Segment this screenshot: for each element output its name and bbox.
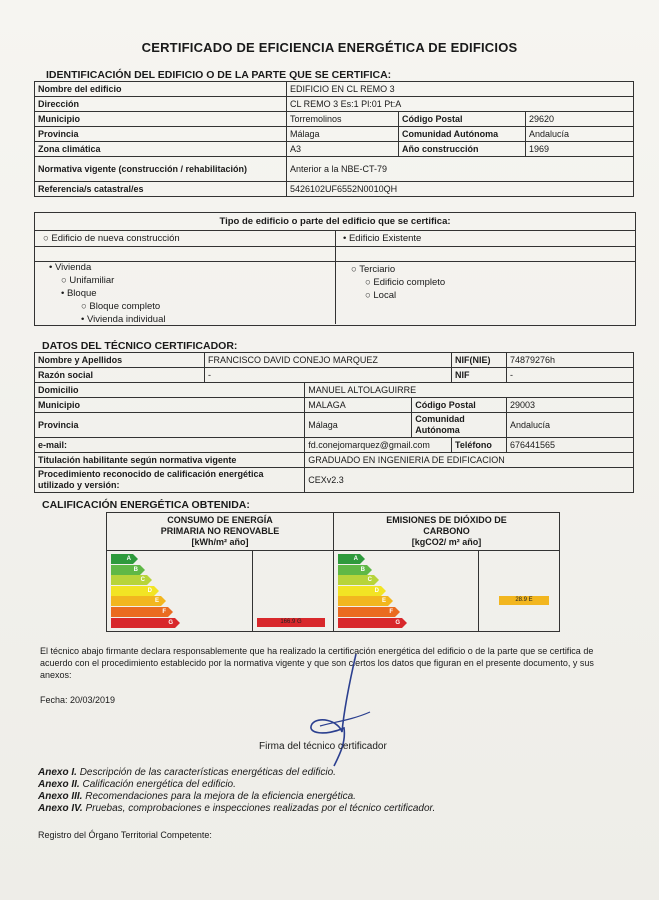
annex-item: Anexo I. Descripción de las características energéticas del edificio. <box>38 767 336 778</box>
value-tec-proc: CEXv2.3 <box>305 468 634 493</box>
value-cp: 29620 <box>526 112 634 127</box>
label-tec-nombre: Nombre y Apellidos <box>35 353 205 368</box>
label-tec-cp: Código Postal <box>412 398 507 413</box>
consumo-scale <box>111 554 251 630</box>
rating-arrow-a: A <box>338 554 360 564</box>
value-tec-tel: 676441565 <box>507 438 634 453</box>
rating-arrow-e: E <box>111 596 161 606</box>
label-tec-domicilio: Domicilio <box>35 383 305 398</box>
emisiones-rating-marker: 28.9 E <box>499 596 549 605</box>
label-normativa: Normativa vigente (construcción / rehabilitación) <box>35 157 287 182</box>
value-tec-cp: 29003 <box>507 398 634 413</box>
value-tec-titulacion: GRADUADO EN INGENIERIA DE EDIFICACION <box>305 453 634 468</box>
label-tec-nif: NIF(NIE) <box>452 353 507 368</box>
value-direccion: CL REMO 3 Es:1 Pl:01 Pt:A <box>287 97 634 112</box>
rating-arrow-d: D <box>338 586 381 596</box>
rating-arrow-b: B <box>338 565 367 575</box>
label-municipio: Municipio <box>35 112 287 127</box>
rating-arrow-g: G <box>338 618 402 628</box>
label-tec-titulacion: Titulación habilitante según normativa vigente <box>35 453 305 468</box>
rating-arrow-d: D <box>111 586 154 596</box>
registry-label: Registro del Órgano Territorial Competente: <box>38 830 212 840</box>
value-tec-provincia: Málaga <box>305 413 412 438</box>
rating-heading: CALIFICACIÓN ENERGÉTICA OBTENIDA: <box>42 499 250 511</box>
label-tec-provincia: Provincia <box>35 413 305 438</box>
annex-item: Anexo IV. Pruebas, comprobaciones e inspecciones realizadas por el técnico certificador. <box>38 803 436 814</box>
option-terciario-group: ○ Terciario ○ Edificio completo ○ Local <box>351 264 446 301</box>
rating-arrow-a: A <box>111 554 133 564</box>
value-provincia: Málaga <box>287 127 399 142</box>
label-provincia: Provincia <box>35 127 287 142</box>
value-tec-ca: Andalucía <box>507 413 634 438</box>
label-ref: Referencia/s catastral/es <box>35 182 287 197</box>
signature-label: Firma del técnico certificador <box>259 741 387 752</box>
label-tec-ca: Comunidad Autónoma <box>412 413 507 438</box>
date-text: Fecha: 20/03/2019 <box>40 695 116 705</box>
value-tec-razon: - <box>205 368 452 383</box>
identification-table <box>34 81 634 197</box>
label-ca: Comunidad Autónoma <box>399 127 526 142</box>
identification-heading: IDENTIFICACIÓN DEL EDIFICIO O DE LA PARTE QUE SE CERTIFICA: <box>46 69 392 81</box>
label-nombre: Nombre del edificio <box>35 82 287 97</box>
rating-arrow-f: F <box>111 607 168 617</box>
option-vivienda-group: • Vivienda ○ Unifamiliar • Bloque ○ Bloque completo • Vivienda individual <box>49 262 166 325</box>
value-nombre: EDIFICIO EN CL REMO 3 <box>287 82 634 97</box>
rating-arrow-e: E <box>338 596 388 606</box>
value-tec-domicilio: MANUEL ALTOLAGUIRRE <box>305 383 634 398</box>
rating-panel <box>106 512 560 632</box>
value-ca: Andalucía <box>526 127 634 142</box>
emisiones-title-block: EMISIONES DE DIÓXIDO DE CARBONO [kgCO2/ m² año] <box>386 515 507 547</box>
value-municipio: Torremolinos <box>287 112 399 127</box>
label-tec-tel: Teléfono <box>452 438 507 453</box>
rating-arrow-c: C <box>111 575 147 585</box>
label-tec-municipio: Municipio <box>35 398 305 413</box>
technician-heading: DATOS DEL TÉCNICO CERTIFICADOR: <box>42 340 238 352</box>
rating-arrow-c: C <box>338 575 374 585</box>
annex-item: Anexo II. Calificación energética del edificio. <box>38 779 236 790</box>
option-existente: • Edificio Existente <box>343 233 422 244</box>
label-anio: Año construcción <box>399 142 526 157</box>
value-tec-email: fd.conejomarquez@gmail.com <box>305 438 452 453</box>
document-title: CERTIFICADO DE EFICIENCIA ENERGÉTICA DE EDIFICIOS <box>141 40 518 55</box>
option-nueva: ○ Edificio de nueva construcción <box>43 233 180 244</box>
value-tec-nif: 74879276h <box>507 353 634 368</box>
emisiones-scale <box>338 554 478 630</box>
consumo-rating-marker: 166.9 G <box>257 618 325 627</box>
value-zona: A3 <box>287 142 399 157</box>
building-type-heading: Tipo de edificio o parte del edificio que se certifica: <box>35 213 635 231</box>
rating-arrow-g: G <box>111 618 175 628</box>
value-anio: 1969 <box>526 142 634 157</box>
declaration-text: El técnico abajo firmante declara responsablemente que ha realizado la certificación energética del edificio o de la parte que se certifica de acuerdo con el procedimiento establecido por la normativa vigente y que son ciertos los datos que figuran en el presente documento, y sus anexos: <box>40 646 594 680</box>
label-tec-razon: Razón social <box>35 368 205 383</box>
value-ref: 5426102UF6552N0010QH <box>287 182 634 197</box>
annex-item: Anexo III. Recomendaciones para la mejora de la eficiencia energética. <box>38 791 356 802</box>
technician-table <box>34 352 634 493</box>
value-tec-nif2: - <box>507 368 634 383</box>
rating-arrow-f: F <box>338 607 395 617</box>
value-tec-nombre: FRANCISCO DAVID CONEJO MARQUEZ <box>205 353 452 368</box>
consumo-title-block: CONSUMO DE ENERGÍA PRIMARIA NO RENOVABLE [kWh/m² año] <box>160 515 280 547</box>
label-cp: Código Postal <box>399 112 526 127</box>
label-tec-email: e-mail: <box>35 438 305 453</box>
rating-arrow-b: B <box>111 565 140 575</box>
building-type-box <box>34 212 636 326</box>
value-tec-municipio: MALAGA <box>305 398 412 413</box>
label-tec-proc: Procedimiento reconocido de calificación energética utilizado y versión: <box>35 468 305 493</box>
annex-list <box>38 767 435 815</box>
label-tec-nif2: NIF <box>452 368 507 383</box>
label-zona: Zona climática <box>35 142 287 157</box>
value-normativa: Anterior a la NBE-CT-79 <box>287 157 634 182</box>
label-direccion: Dirección <box>35 97 287 112</box>
